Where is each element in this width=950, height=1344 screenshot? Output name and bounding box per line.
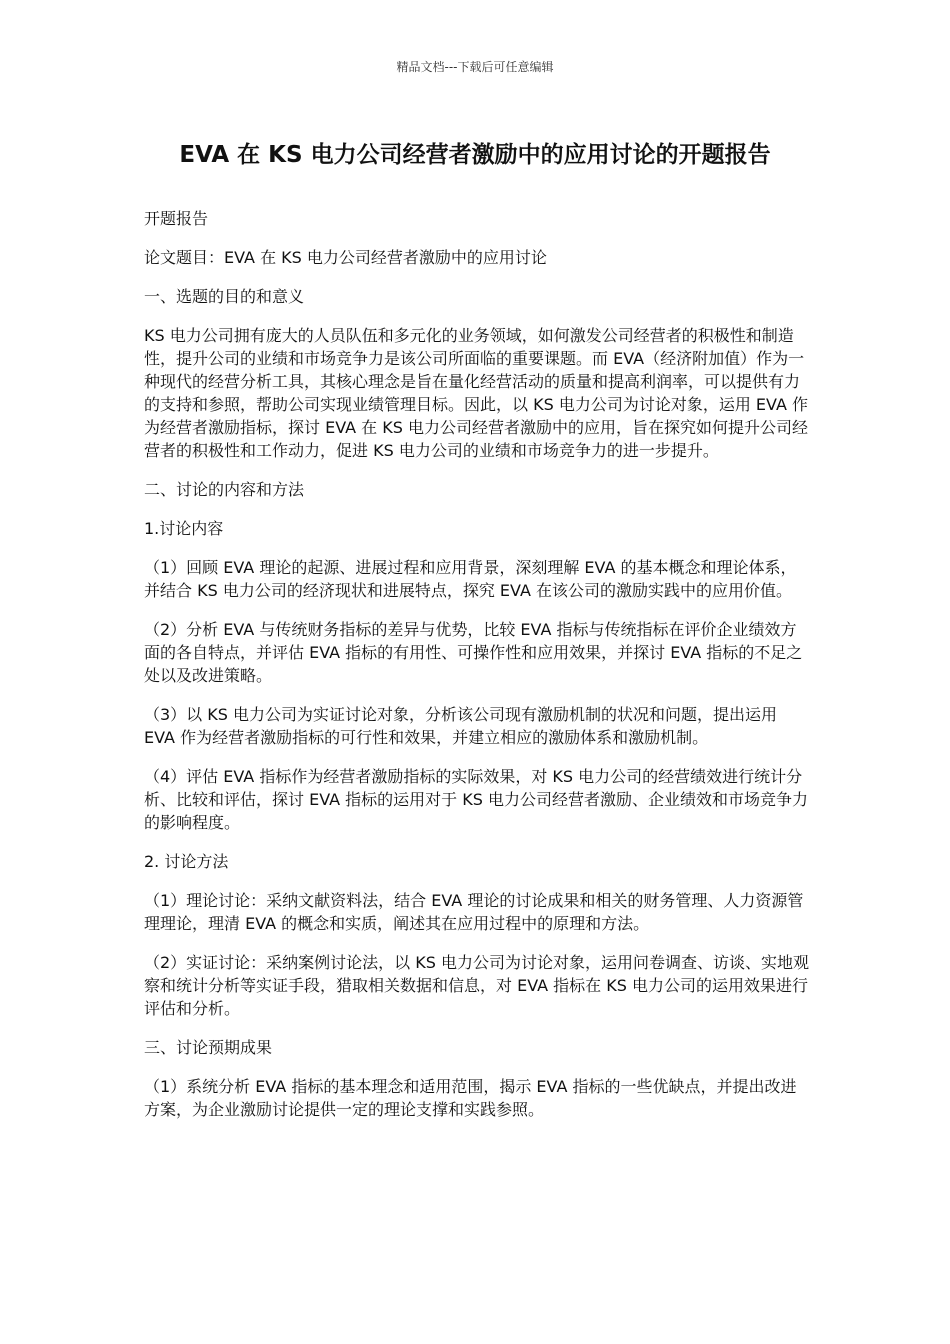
- content-item-2: （2）分析 EVA 与传统财务指标的差异与优势，比较 EVA 指标与传统指标在评价企业绩效方面的各自特点，并评估 EVA 指标的有用性、可操作性和应用效果，并探讨 EVA 指标的不足之处以及改进策略。: [144, 620, 803, 685]
- result-item-1: （1）系统分析 EVA 指标的基本理念和适用范围，揭示 EVA 指标的一些优缺点，并提出改进方案，为企业激励讨论提供一定的理论支撑和实践参照。: [144, 1077, 797, 1119]
- content-item-4: （4）评估 EVA 指标作为经营者激励指标的实际效果，对 KS 电力公司的经营绩效进行统计分析、比较和评估，探讨 EVA 指标的运用对于 KS 电力公司经营者激励、企业绩效和市场竞争力的影响程度。: [144, 767, 808, 832]
- section-heading-2: 二、讨论的内容和方法: [144, 480, 305, 499]
- method-item-2: （2）实证讨论：采纳案例讨论法，以 KS 电力公司为讨论对象，运用问卷调查、访谈、实地观察和统计分析等实证手段，猎取相关数据和信息，对 EVA 指标在 KS 电力公司的运用效果进行评估和分析。: [144, 953, 810, 1018]
- content-item-1: （1）回顾 EVA 理论的起源、进展过程和应用背景，深刻理解 EVA 的基本概念和理论体系，并结合 KS 电力公司的经济现状和进展特点，探究 EVA 在该公司的激励实践中的应用价值。: [144, 558, 797, 600]
- content-item-3: （3）以 KS 电力公司为实证讨论对象，分析该公司现有激励机制的状况和问题，提出运用 EVA 作为经营者激励指标的可行性和效果，并建立相应的激励体系和激励机制。: [144, 705, 778, 747]
- document-title: EVA 在 KS 电力公司经营者激励中的应用讨论的开题报告: [179, 142, 771, 168]
- thesis-title-line: 论文题目：EVA 在 KS 电力公司经营者激励中的应用讨论: [144, 248, 547, 267]
- section-heading-3: 三、讨论预期成果: [144, 1038, 273, 1057]
- document-body: [144, 207, 810, 1137]
- section-label: 开题报告: [144, 209, 209, 228]
- page-header: 精品文档---下载后可任意编辑: [396, 60, 554, 74]
- method-item-1: （1）理论讨论：采纳文献资料法，结合 EVA 理论的讨论成果和相关的财务管理、人力资源管理理论，理清 EVA 的概念和实质，阐述其在应用过程中的原理和方法。: [144, 891, 804, 933]
- subheading-content: 1.讨论内容: [144, 519, 224, 538]
- subheading-method: 2. 讨论方法: [144, 852, 229, 871]
- paragraph-purpose: KS 电力公司拥有庞大的人员队伍和多元化的业务领域，如何激发公司经营者的积极性和制造性，提升公司的业绩和市场竞争力是该公司所面临的重要课题。而 EVA（经济附加值）作为一种现代的经营分析工具，其核心理念是旨在量化经营活动的质量和提高利润率，可以提供有力的支持和参照，帮助公司实现业绩管理目标。因此，以 KS 电力公司为讨论对象，运用 EVA 作为经营者激励指标，探讨 EVA 在 KS 电力公司经营者激励中的应用，旨在探究如何提升公司经营者的积极性和工作动力，促进 KS 电力公司的业绩和市场竞争力的进一步提升。: [144, 326, 808, 460]
- section-heading-1: 一、选题的目的和意义: [144, 287, 305, 306]
